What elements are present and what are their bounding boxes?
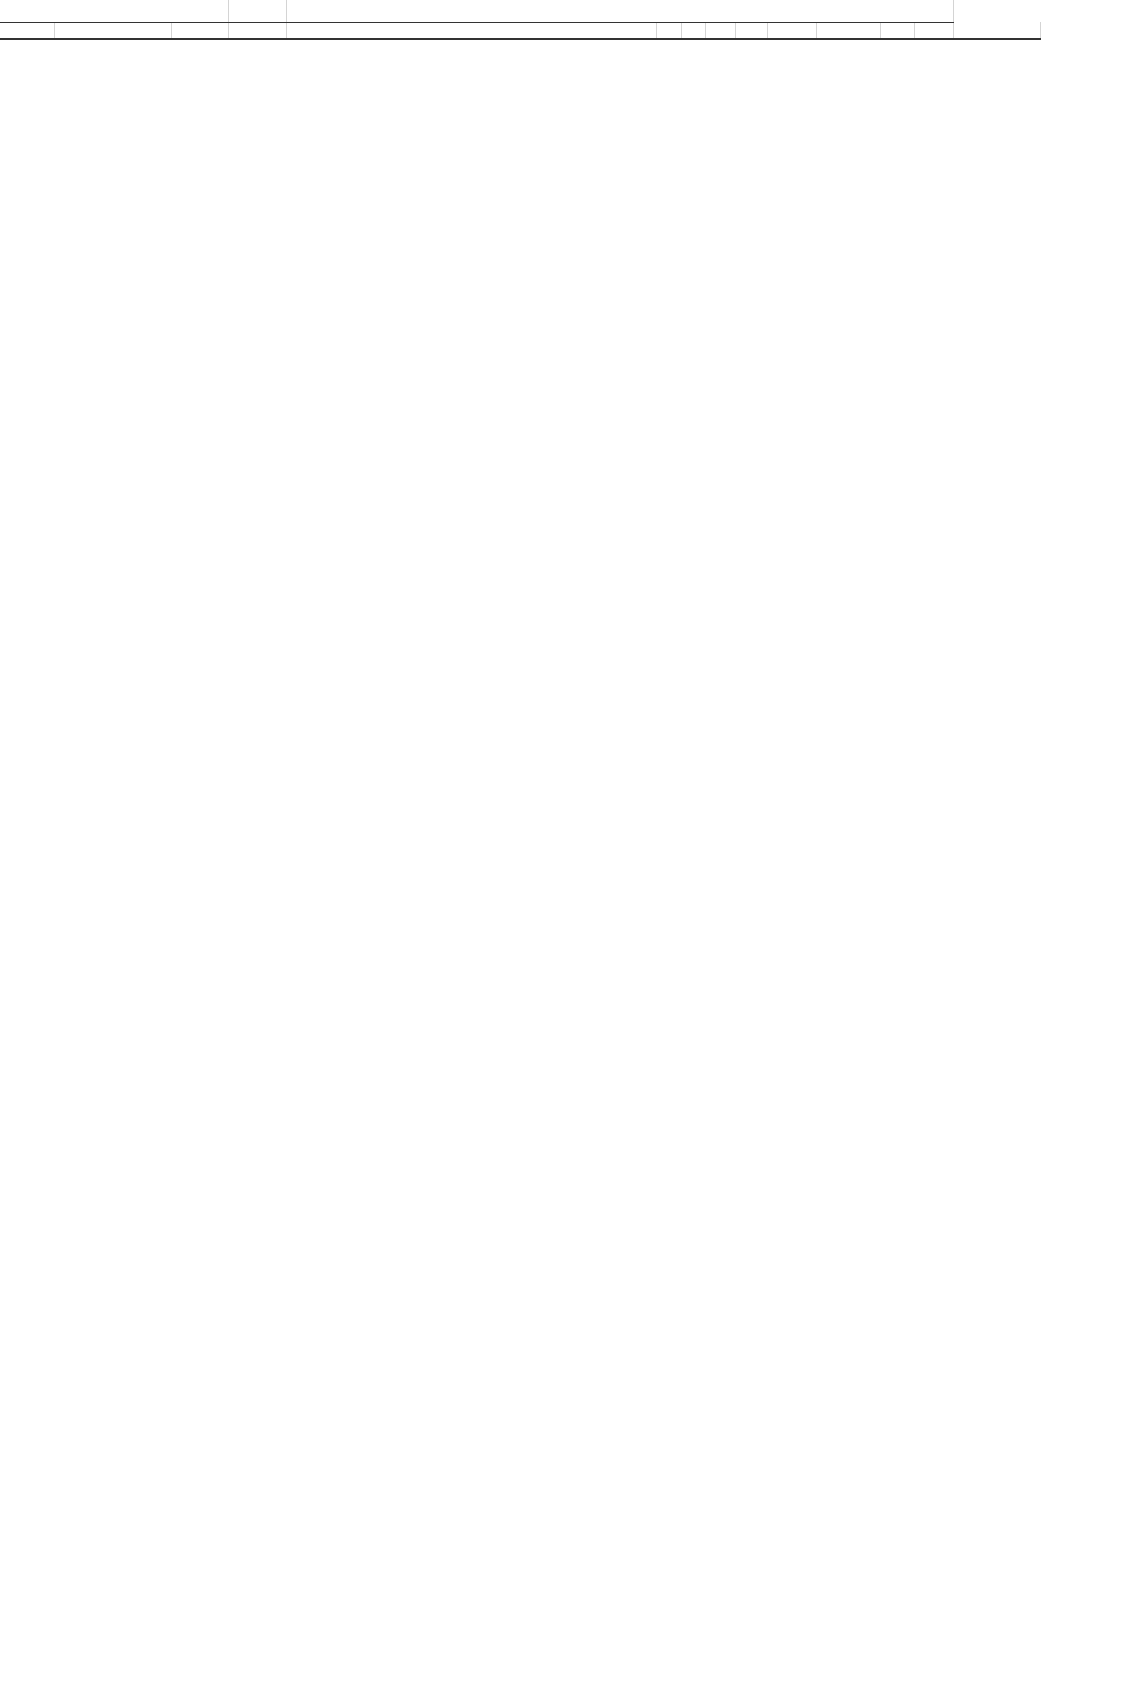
header-ta: [681, 22, 705, 39]
header-accuracy: [171, 22, 228, 39]
header-8wk-picks: [914, 22, 953, 39]
header-row-1: [0, 0, 1040, 22]
header-12mth-acc: [171, 0, 228, 22]
header-long: [705, 22, 735, 39]
header-poster: [54, 22, 171, 39]
header-avg-win: [816, 22, 880, 39]
header-ranking: [0, 22, 54, 39]
header-all-winners: [286, 22, 656, 39]
header-row-2: [0, 22, 1040, 39]
header-12mth-wins: [228, 0, 286, 22]
hall-of-fame-table: [0, 0, 1041, 40]
header-fa: [656, 22, 681, 39]
header-wins: [228, 22, 286, 39]
header-12-month-statistics: [656, 0, 953, 22]
header-8wk-wins: [880, 22, 914, 39]
header-short: [735, 22, 767, 39]
header-total: [767, 22, 816, 39]
header-8wk-accuracy: [953, 22, 1040, 39]
